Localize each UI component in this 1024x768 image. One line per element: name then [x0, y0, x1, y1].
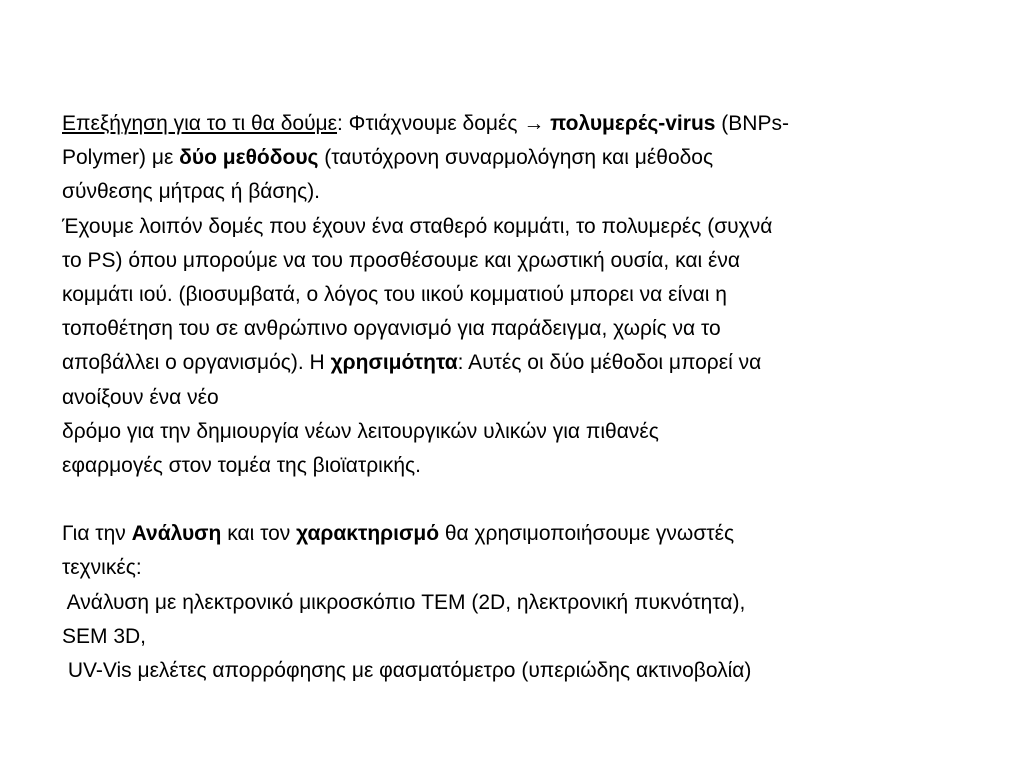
text-segment: (ταυτόχρονη συναρμολόγηση και μέθοδος — [318, 146, 714, 170]
arrow-right-icon: → — [523, 112, 545, 135]
bold-term-polymer-virus: πολυμερές-virus — [550, 112, 716, 135]
text-segment: αποβάλλει ο οργανισμός). Η — [62, 351, 331, 375]
intro-heading-underlined: Επεξήγηση για το τι θα δούμε — [62, 112, 338, 135]
text-line: Ανάλυση με ηλεκτρονικό μικροσκόπιο TEM (2D, ηλεκτρονική πυκνότητα), — [62, 590, 746, 614]
text-segment: θα χρησιμοποιήσουμε γνωστές — [439, 522, 735, 546]
text-line — [62, 517, 962, 551]
text-line: σύνθεσης μήτρας ή βάσης). — [62, 180, 321, 204]
text-line: κομμάτι ιού. (βιοσυμβατά, ο λόγος του ιικού κομματιού μπορει να είναι η — [62, 282, 727, 306]
text-line: τοποθέτηση του σε ανθρώπινο οργανισμό για παράδειγμα, χωρίς να το — [62, 317, 721, 341]
text-line — [62, 107, 962, 141]
bold-term-analysis: Ανάλυση — [131, 522, 222, 546]
text-segment: και τον — [221, 522, 297, 546]
text-line: το PS) όπου μπορούμε να του προσθέσουμε και χρωστική ουσία, και ένα — [62, 248, 740, 272]
text-line: UV-Vis μελέτες απορρόφησης με φασματόμετρο (υπεριώδης ακτινοβολία) — [62, 659, 752, 682]
text-segment: : Αυτές οι δύο μέθοδοι μπορεί να — [457, 351, 762, 375]
text-line: SEM 3D, — [62, 624, 147, 648]
text-line — [62, 346, 962, 380]
text-line: δρόμο για την δημιουργία νέων λειτουργικών υλικών για πιθανές — [62, 419, 659, 443]
text-line: τεχνικές: — [62, 556, 142, 580]
text-segment: Για την — [62, 522, 132, 546]
paragraph-spacer — [62, 483, 962, 517]
bold-term-usefulness: χρησιμότητα — [330, 351, 458, 375]
text-line — [62, 141, 962, 175]
text-line: εφαρμογές στον τομέα της βιοϊατρικής. — [62, 453, 421, 477]
bold-term-two-methods: δύο μεθόδους — [179, 146, 319, 170]
text-line: Έχουμε λοιπόν δομές που έχουν ένα σταθερό κομμάτι, το πολυμερές (συχνά — [62, 214, 773, 238]
intro-text: : Φτιάχνουμε δομές — [337, 112, 524, 135]
intro-tail-text: (BNPs- — [715, 112, 789, 135]
slide-body-text — [62, 107, 962, 688]
text-line: ανοίξουν ένα νέο — [62, 385, 219, 409]
text-segment: Polymer) με — [62, 146, 180, 170]
bold-term-characterization: χαρακτηρισμό — [296, 522, 440, 546]
